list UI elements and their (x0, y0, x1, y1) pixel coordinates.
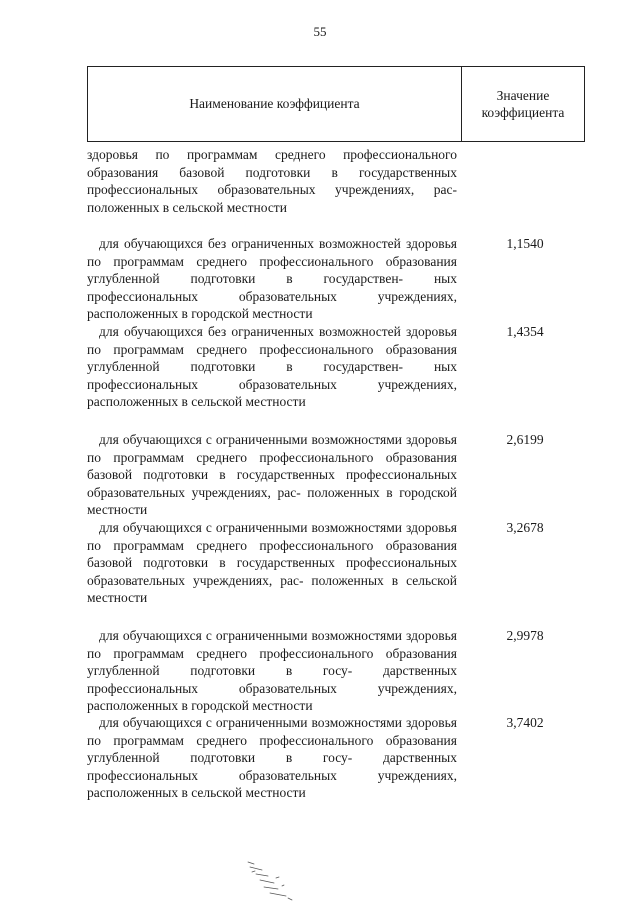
row-name: для обучающихся без ограниченных возможностей здоровья по программам среднего профессионального образования углубленной подготовки в государствен- ных профессиональных образовательных учреждениях, расположенных в городской местности (87, 236, 457, 322)
row-value: 2,6199 (506, 432, 544, 447)
row-value: 2,9978 (506, 628, 544, 643)
table-header (87, 66, 585, 142)
signature-mark (240, 858, 300, 903)
row-value: 3,2678 (506, 520, 544, 535)
row-value: 3,7402 (506, 715, 544, 730)
row-name: для обучающихся с ограниченными возможностями здоровья по программам среднего профессионального образования базовой подготовки в государственных профессиональных образовательных учреждениях, рас- положенных в сельской местности (87, 520, 457, 606)
page-number: 55 (313, 24, 327, 39)
row-name: для обучающихся без ограниченных возможностей здоровья по программам среднего профессионального образования углубленной подготовки в государствен- ных профессиональных образовательных учреждениях, расположенных в сельской местности (87, 324, 457, 410)
row-value: 1,4354 (506, 324, 544, 339)
row-name: для обучающихся с ограниченными возможностями здоровья по программам среднего профессионального образования углубленной подготовки в госу- дарственных профессиональных образовательных учреждениях, расположенных в городской местности (87, 628, 457, 714)
row-name: здоровья по программам среднего профессионального образования базовой подготовки в государственных профессиональных образовательных учреждениях, рас- положенных в сельской местности (87, 147, 457, 215)
row-name: для обучающихся с ограниченными возможностями здоровья по программам среднего профессионального образования углубленной подготовки в госу- дарственных профессиональных образовательных учреждениях, расположенных в сельской местности (87, 715, 457, 801)
row-name: для обучающихся с ограниченными возможностями здоровья по программам среднего профессионального образования базовой подготовки в государственных профессиональных образовательных учреждениях, рас- положенных в городской местности (87, 432, 457, 518)
column-header-name: Наименование коэффициента (88, 67, 462, 141)
column-header-value: Значение коэффициента (481, 88, 565, 120)
row-value: 1,1540 (506, 236, 544, 251)
